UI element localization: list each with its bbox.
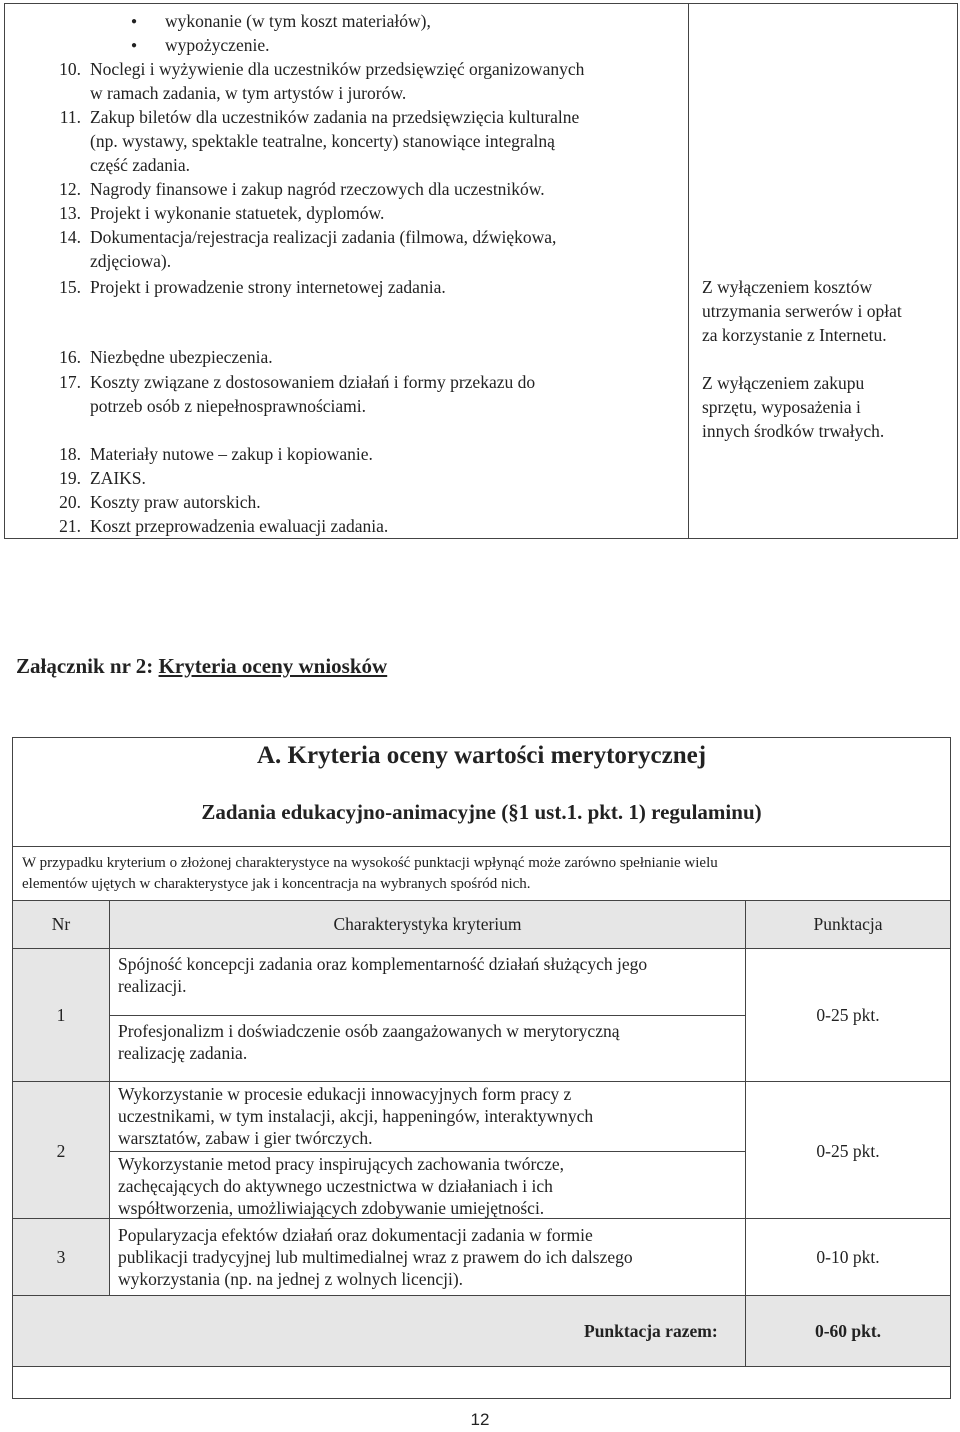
bullet-text: wypożyczenie. <box>165 35 270 55</box>
bullet-icon: ● <box>131 16 138 27</box>
criterion-text: Wykorzystanie metod pracy inspirujących zachowania twórcze, <box>118 1154 564 1174</box>
criterion-text: Popularyzacja efektów działań oraz dokumentacji zadania w formie <box>118 1225 593 1245</box>
item-text: Projekt i wykonanie statuetek, dyplomów. <box>90 203 385 223</box>
criterion-text: realizacji. <box>118 976 187 996</box>
item-text: Projekt i prowadzenie strony internetowej zadania. <box>90 277 446 297</box>
item-number: 21. <box>59 516 81 536</box>
item-number: 14. <box>59 227 81 247</box>
item-text: ZAIKS. <box>90 468 146 488</box>
total-label: Punktacja razem: <box>584 1321 718 1341</box>
item-number: 10. <box>59 59 81 79</box>
row-points: 0-25 pkt. <box>816 1005 880 1025</box>
item-number: 20. <box>59 492 81 512</box>
cost-items-table <box>4 3 958 539</box>
section-title: A. Kryteria oceny wartości merytorycznej <box>256 742 707 769</box>
criterion-text: Wykorzystanie w procesie edukacji innowacyjnych form pracy z <box>118 1084 572 1104</box>
scoring-note <box>22 853 718 895</box>
item-text: część zadania. <box>90 155 191 175</box>
criterion-text: Spójność koncepcji zadania oraz komplementarność działań służących jego <box>118 954 648 974</box>
row-points: 0-25 pkt. <box>816 1141 880 1161</box>
item-text: Noclegi i wyżywienie dla uczestników przedsięwzięć organizowanych <box>90 59 585 79</box>
exclusion-note-line: Z wyłączeniem kosztów <box>702 277 873 297</box>
annex-heading <box>16 654 387 679</box>
item-text: Dokumentacja/rejestracja realizacji zadania (filmowa, dźwiękowa, <box>90 227 557 247</box>
section-subtitle: Zadania edukacyjno-animacyjne (§1 ust.1. pkt. 1) regulaminu) <box>201 800 762 824</box>
total-value: 0-60 pkt. <box>814 1321 882 1341</box>
criterion-text: zachęcających do aktywnego uczestnictwa w działaniach i ich <box>118 1176 553 1196</box>
item-text: Niezbędne ubezpieczenia. <box>90 347 273 367</box>
criterion-text: wykorzystania (np. na jednej z wolnych licencji). <box>118 1269 464 1289</box>
criterion-text: Profesjonalizm i doświadczenie osób zaangażowanych w merytoryczną <box>118 1021 620 1041</box>
header-points: Punktacja <box>813 914 883 934</box>
note-line: W przypadku kryterium o złożonej charakterystyce na wysokość punktacji wpłynąć może zarówno spełnianie wielu <box>22 855 718 871</box>
table-column-divider <box>688 4 689 538</box>
bullet-text: wykonanie (w tym koszt materiałów), <box>165 11 431 31</box>
exclusion-note-line: za korzystanie z Internetu. <box>702 325 887 345</box>
criterion-text: współtworzenia, umożliwiających zdobywanie umiejętności. <box>118 1198 545 1218</box>
item-text: Materiały nutowe – zakup i kopiowanie. <box>90 444 373 464</box>
header-nr: Nr <box>51 914 71 934</box>
exclusion-note-line: utrzymania serwerów i opłat <box>702 301 902 321</box>
item-text: Koszty związane z dostosowaniem działań i formy przekazu do <box>90 372 536 392</box>
annex-title: Kryteria oceny wniosków <box>158 654 388 678</box>
item-text: potrzeb osób z niepełnosprawnościami. <box>90 396 367 416</box>
item-text: Nagrody finansowe i zakup nagród rzeczowych dla uczestników. <box>90 179 545 199</box>
row-number: 2 <box>56 1141 66 1161</box>
criterion-text: uczestnikami, w tym instalacji, akcji, happeningów, interaktywnych <box>118 1106 594 1126</box>
item-text: w ramach zadania, w tym artystów i jurorów. <box>90 83 407 103</box>
criterion-text: publikacji tradycyjnej lub multimedialnej wraz z prawem do ich dalszego <box>118 1247 633 1267</box>
criterion-text: warsztatów, zabaw i gier twórczych. <box>118 1128 373 1148</box>
exclusion-note-line: Z wyłączeniem zakupu <box>702 373 865 393</box>
item-number: 18. <box>59 444 81 464</box>
criterion-text: realizację zadania. <box>118 1043 248 1063</box>
row-points: 0-10 pkt. <box>816 1247 880 1267</box>
item-text: Koszt przeprowadzenia ewaluacji zadania. <box>90 516 389 536</box>
item-text: Zakup biletów dla uczestników zadania na przedsięwzięcia kulturalne <box>90 107 580 127</box>
item-number: 17. <box>59 372 81 392</box>
page-number: 12 <box>470 1410 490 1429</box>
item-text: Koszty praw autorskich. <box>90 492 261 512</box>
item-text: (np. wystawy, spektakle teatralne, koncerty) stanowiące integralną <box>90 131 555 151</box>
item-number: 12. <box>59 179 81 199</box>
header-characteristic: Charakterystyka kryterium <box>333 914 522 934</box>
exclusion-note-line: sprzętu, wyposażenia i <box>702 397 861 417</box>
bullet-icon: ● <box>131 40 138 51</box>
item-number: 13. <box>59 203 81 223</box>
item-number: 11. <box>59 107 81 127</box>
item-number: 19. <box>59 468 81 488</box>
item-text: zdjęciowa). <box>90 251 172 271</box>
row-number: 3 <box>56 1247 66 1267</box>
item-number: 15. <box>59 277 81 297</box>
annex-prefix: Załącznik nr 2: <box>16 654 159 678</box>
divider <box>12 846 951 847</box>
row-number: 1 <box>56 1005 66 1025</box>
exclusion-note-line: innych środków trwałych. <box>702 421 885 441</box>
item-number: 16. <box>59 347 81 367</box>
note-line: elementów ujętych w charakterystyce jak i koncentracja na wybranych spośród nich. <box>22 876 531 892</box>
